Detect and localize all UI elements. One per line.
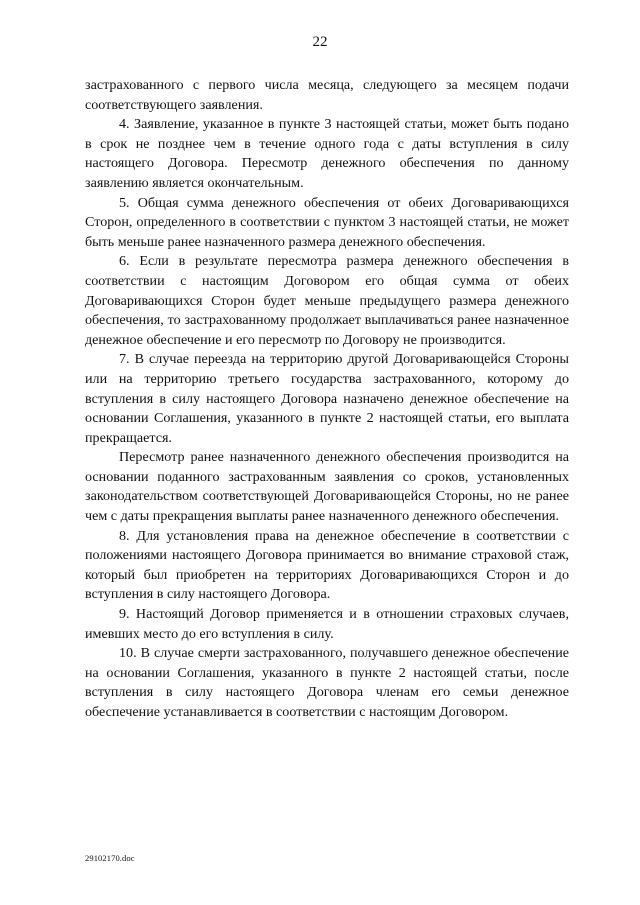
paragraph: Пересмотр ранее назначенного денежного обеспечения производится на основании поданного застрахованным заявления со сроков, установленных законодательством соответствующей Договаривающейся Стороны, но не ранее чем с даты прекращения выплаты ранее назначенного денежного обеспечения. (85, 449, 569, 525)
paragraph: 6. Если в результате пересмотра размера денежного обеспечения в соответствии с настоящим Договором его общая сумма от обеих Договаривающихся Сторон будет меньше предыдущего размера денежного обеспечения, то застрахованному продолжает выплачиваться ранее назначенное денежное обеспечение и его пересмотр по Договору не производится. (85, 253, 569, 348)
paragraph: 8. Для установления права на денежное обеспечение в соответствии с положениями настоящего Договора принимается во внимание страховой стаж, который был приобретен на территориях Договаривающихся Сторон и до вступления в силу настоящего Договора. (85, 527, 569, 603)
document-body (85, 76, 569, 723)
paragraph: 5. Общая сумма денежного обеспечения от обеих Договаривающихся Сторон, определенного в соответствии с пунктом 3 настоящей статьи, не может быть меньше ранее назначенного размера денежного обеспечения. (85, 194, 569, 250)
paragraph: застрахованного с первого числа месяца, следующего за месяцем подачи соответствующего заявления. (85, 77, 569, 113)
page-number: 22 (312, 34, 328, 50)
paragraph: 7. В случае переезда на территорию другой Договаривающейся Стороны или на территорию третьего государства застрахованного, которому до вступления в силу настоящего Договора назначено денежное обеспечение на основании Соглашения, указанного в пункте 2 настоящей статьи, его выплата прекращается. (85, 351, 569, 446)
file-name-footer: 29102170.doc (85, 853, 135, 863)
paragraph: 9. Настоящий Договор применяется и в отношении страховых случаев, имевших место до его вступления в силу. (85, 606, 569, 642)
paragraph: 4. Заявление, указанное в пункте 3 настоящей статьи, может быть подано в срок не позднее чем в течение одного года с даты вступления в силу настоящего Договора. Пересмотр денежного обеспечения по данному заявлению является окончательным. (85, 116, 569, 191)
paragraph: 10. В случае смерти застрахованного, получавшего денежное обеспечение на основании Соглашения, указанного в пункте 2 настоящей статьи, после вступления в силу настоящего Договора членам его семьи денежное обеспечение устанавливается в соответствии с настоящим Договором. (85, 645, 569, 720)
